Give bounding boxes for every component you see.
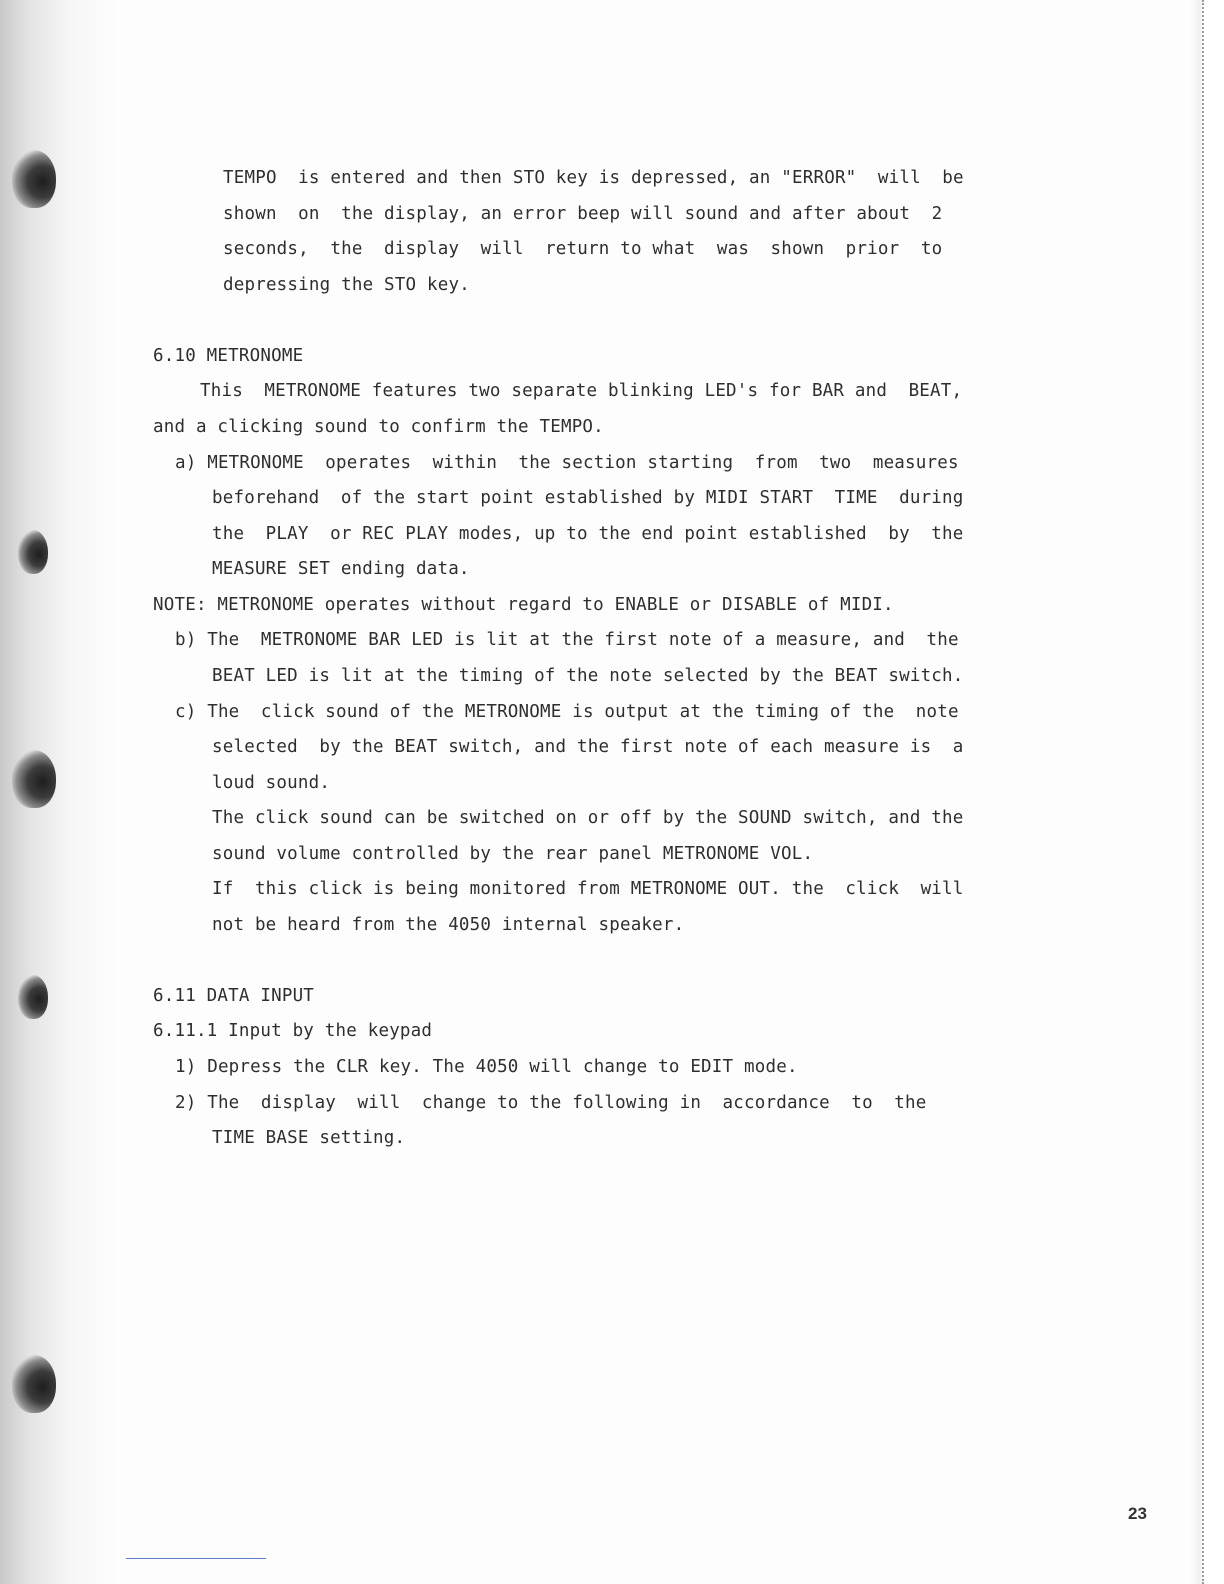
text-line: and a clicking sound to confirm the TEMPO. xyxy=(153,417,604,437)
text-line: MEASURE SET ending data. xyxy=(212,559,470,579)
section-heading: 6.11 DATA INPUT xyxy=(153,986,315,1006)
text-line: loud sound. xyxy=(212,773,331,793)
text-line: selected by the BEAT switch, and the first note of each measure is a xyxy=(212,737,964,757)
page-edge-perforation xyxy=(1202,0,1204,1584)
footer-rule xyxy=(126,1558,266,1559)
text-line: sound volume controlled by the rear panel METRONOME VOL. xyxy=(212,844,814,864)
binder-hole xyxy=(12,750,56,808)
page-number: 23 xyxy=(1128,1504,1147,1523)
text-line: BEAT LED is lit at the timing of the note selected by the BEAT switch. xyxy=(212,666,964,686)
text-line: beforehand of the start point established by MIDI START TIME during xyxy=(212,488,964,508)
binder-hole xyxy=(18,530,48,574)
list-item-b: b) The METRONOME BAR LED is lit at the first note of a measure, and the xyxy=(175,630,959,650)
text-line: seconds, the display will return to what was shown prior to xyxy=(223,239,943,259)
binder-hole xyxy=(18,975,48,1019)
note-line: NOTE: METRONOME operates without regard to ENABLE or DISABLE of MIDI. xyxy=(153,595,894,615)
binder-hole xyxy=(12,1355,56,1413)
binder-hole xyxy=(12,150,56,208)
text-line: not be heard from the 4050 internal speaker. xyxy=(212,915,685,935)
text-line: the PLAY or REC PLAY modes, up to the end point established by the xyxy=(212,524,964,544)
text-line: depressing the STO key. xyxy=(223,275,470,295)
text-line: This METRONOME features two separate blinking LED's for BAR and BEAT, xyxy=(200,381,963,401)
text-line: If this click is being monitored from METRONOME OUT. the click will xyxy=(212,879,964,899)
text-line: TIME BASE setting. xyxy=(212,1128,406,1148)
list-item-2: 2) The display will change to the following in accordance to the xyxy=(175,1093,927,1113)
section-heading: 6.10 METRONOME xyxy=(153,346,304,366)
text-line: TEMPO is entered and then STO key is depressed, an "ERROR" will be xyxy=(223,168,964,188)
text-line: shown on the display, an error beep will sound and after about 2 xyxy=(223,204,943,224)
list-item-a: a) METRONOME operates within the section starting from two measures xyxy=(175,453,959,473)
list-item-c: c) The click sound of the METRONOME is output at the timing of the note xyxy=(175,702,959,722)
text-line: The click sound can be switched on or off by the SOUND switch, and the xyxy=(212,808,964,828)
subsection-heading: 6.11.1 Input by the keypad xyxy=(153,1021,433,1041)
list-item-1: 1) Depress the CLR key. The 4050 will change to EDIT mode. xyxy=(175,1057,798,1077)
